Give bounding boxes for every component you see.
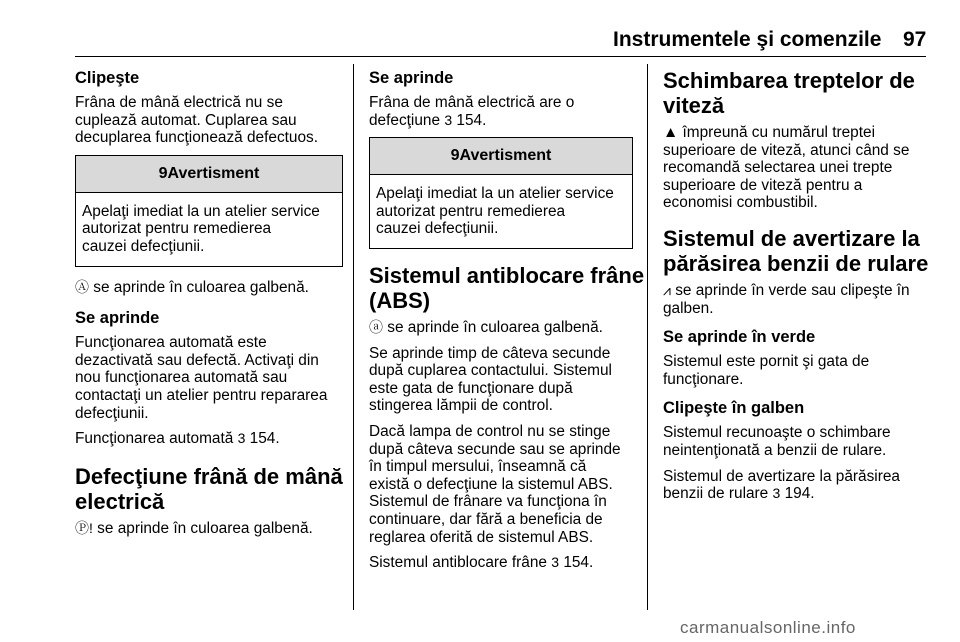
parking-brake-fault-icon: Ⓟ! <box>75 519 93 536</box>
brake-fault-reference[interactable]: defecţiune 3 154. <box>369 111 487 129</box>
column-3 <box>663 68 928 511</box>
abs-icon: ⓐ <box>369 318 383 335</box>
heading-blink-yellow: Clipeşte în galben <box>663 399 805 418</box>
blink-paragraph: Frâna de mână electrică nu se cuplează automat. Cuplarea sau decuplarea funcţionează defectuos. <box>75 94 319 147</box>
lights-paragraph: Funcţionarea automată este dezactivată sau defectă. Activaţi din nou funcţionarea automată sau contactaţi un atelier pentru repararea defecţiunii. <box>75 334 328 422</box>
auto-park-icon: Ⓐ <box>75 278 89 295</box>
heading-blink: Clipeşte <box>75 69 140 87</box>
heading-gear-change: Schimbarea treptelor de viteză <box>663 68 915 118</box>
column-divider-1 <box>353 64 354 610</box>
abs-indicator-paragraph: ⓐ se aprinde în culoarea galbenă. <box>369 318 603 336</box>
brake-fault-paragraph: Frâna de mână electrică are o defecţiune 3 154. <box>369 94 633 129</box>
yellow-paragraph: Sistemul recunoaşte o schimbare neintenţionată a benzii de rulare. <box>663 424 891 459</box>
page-link-icon: 3 <box>444 111 453 128</box>
page-link-icon: 3 <box>551 554 560 571</box>
heading-lights-green: Se aprinde în verde <box>663 328 816 347</box>
abs-reference[interactable]: Sistemul antiblocare frâne 3 154. <box>369 554 594 572</box>
warning-title: Avertisment <box>167 164 260 182</box>
abs-paragraph-1: Se aprinde timp de câteva secunde după cuplarea contactului. Sistemul este gata de funcţionare după stingerea lămpii de control. <box>369 344 612 415</box>
column-2 <box>369 68 645 580</box>
lane-paragraph: ⩘ se aprinde în verde sau clipeşte în galben. <box>663 281 910 317</box>
lane-departure-icon: ⩘ <box>663 281 671 298</box>
fault-paragraph: Ⓟ! se aprinde în culoarea galbenă. <box>75 519 313 537</box>
header-title: Instrumentele şi comenzile <box>613 28 882 51</box>
warning-body: Apelaţi imediat la un atelier service autorizat pentru remedierea cauzei defecţiunii. <box>82 202 320 255</box>
column-divider-2 <box>647 64 648 610</box>
warning-box <box>75 155 343 267</box>
auto-function-reference[interactable]: Funcţionarea automată 3 154. <box>75 430 280 448</box>
warning-symbol-icon: 9 <box>158 164 168 182</box>
heading-parking-brake-fault: Defecţiune frână de mână electrică <box>75 463 343 514</box>
heading-lane-departure: Sistemul de avertizare la părăsirea benzii de rulare <box>663 225 929 276</box>
auto-park-paragraph: Ⓐ se aprinde în culoarea galbenă. <box>75 278 309 296</box>
page-link-icon: 3 <box>237 430 246 447</box>
green-paragraph: Sistemul este pornit şi gata de funcţionare. <box>663 353 870 388</box>
warning-header <box>76 156 342 193</box>
column-1 <box>75 68 343 545</box>
heading-lights: Se aprinde <box>75 309 160 328</box>
warning-title: Avertisment <box>459 147 552 165</box>
page-number: 97 <box>903 28 927 51</box>
page-link-icon: 3 <box>772 485 781 502</box>
watermark: carmanualsonline.info <box>680 618 856 637</box>
lane-reference[interactable]: Sistemul de avertizare la părăsirea benzii de rulare 3 194. <box>663 467 900 503</box>
abs-paragraph-2: Dacă lampa de control nu se stinge după câteva secunde sau se aprinde în timpul mersului, înseamnă că există o defecţiune la sistemul ABS. Sistemul de frânare va funcţiona în continuare, dar fără a beneficia de reglarea oferită de sistemul ABS. <box>369 422 621 546</box>
heading-abs: Sistemul antiblocare frâne (ABS) <box>369 262 645 313</box>
warning-box <box>369 137 633 249</box>
warning-body: Apelaţi imediat la un atelier service autorizat pentru remedierea cauzei defecţiunii. <box>376 185 614 238</box>
gear-paragraph: ▲ împreună cu numărul treptei superioare de viteză, atunci când se recomandă selectarea unei trepte superioare de viteză pentru a economisi combustibil. <box>663 124 910 212</box>
warning-symbol-icon: 9 <box>450 147 460 165</box>
header-rule <box>75 56 926 57</box>
heading-lights: Se aprinde <box>369 69 454 87</box>
warning-header <box>370 138 632 175</box>
